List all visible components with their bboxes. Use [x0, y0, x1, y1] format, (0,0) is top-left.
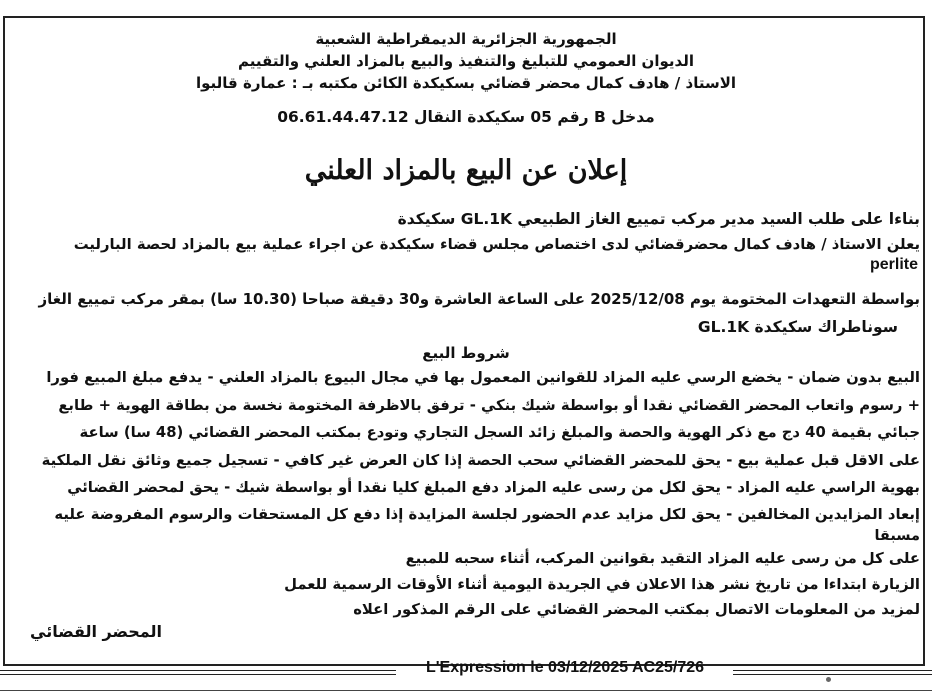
condition-line: الزيارة ابتداءا من تاريخ نشر هذا الاعلان في الجريدة اليومية أثناء الأوقات الرسمية للعمل: [284, 576, 920, 593]
condition-line: + رسوم واتعاب المحضر القضائي نقدا أو بواسطة شيك بنكي - ترفق بالاظرفة المختومة نخسة من بطاقة الهوية + طابع: [58, 397, 920, 414]
publication-footer: [0, 659, 932, 683]
header-republic: الجمهورية الجزائرية الديمقراطية الشعبية: [315, 30, 617, 48]
footer-rule-left: [0, 670, 396, 675]
page-bottom-rule: [0, 690, 932, 691]
intro-location: GL.1K سوناطراك سكيكدة: [697, 318, 898, 336]
notice-title: إعلان عن البيع بالمزاد العلني: [304, 155, 628, 186]
intro-announcement: يعلن الاستاذ / هادف كمال محضرقضائي لدى اختصاص مجلس قضاء سكيكدة عن اجراء عملية بيع بالمزاد لحصة البارليت: [73, 236, 920, 253]
condition-line: مسبقا: [874, 528, 920, 544]
scan-speck: [826, 677, 831, 682]
signature-bailiff: المحضر القضائي: [30, 622, 163, 641]
header-bailiff: الاستاذ / هادف كمال محضر قضائي بسكيكدة الكائن مكتبه بـ : عمارة قالبوا: [195, 74, 737, 92]
header-address: مدخل B رقم 05 سكيكدة النقال 06.61.44.47.12: [277, 108, 655, 126]
publication-reference: L'Expression le 03/12/2025 AC25/726: [425, 659, 705, 676]
header-office: الديوان العمومي للتبليغ والتنفيذ والبيع بالمزاد العلني والتقييم: [238, 52, 694, 70]
condition-line: البيع بدون ضمان - يخضع الرسي عليه المزاد للقوانين المعمول بها في مجال البيوع بالمزاد العلني - يدفع مبلغ المبيع فورا: [46, 369, 920, 386]
condition-line: على كل من رسى عليه المزاد التقيد بقوانين المركب، أثناء سحبه للمبيع: [405, 550, 920, 567]
intro-request: بناءا على طلب السيد مدير مركب تمييع الغاز الطبيعي GL.1K سكيكدة: [397, 210, 920, 228]
conditions-heading: شروط البيع: [422, 344, 510, 362]
condition-line: إبعاد المزايدين المخالفين - يحق لكل مزايد عدم الحضور لجلسة المزايدة إذا دفع كل المستحقات والرسوم المفروضة عليه: [54, 506, 920, 523]
intro-date-time: بواسطة التعهدات المختومة يوم 2025/12/08 على الساعة العاشرة و30 دقيقة صباحا (10.30 سا) بمقر مركب تمييع الغاز: [38, 290, 920, 308]
condition-line: على الاقل قبل عملية بيع - يحق للمحضر القضائي سحب الحصة إذا كان العرض غير كافي - تسجيل جميع وثائق نقل الملكية: [41, 452, 920, 469]
footer-rule-right: [733, 670, 932, 675]
condition-line: جبائي بقيمة 40 دج مع ذكر الهوية والحصة والمبلغ زائد السجل التجاري وتودع بمكتب المحضر القضائي (48 سا) ساعة: [79, 424, 920, 441]
condition-line: بهوية الراسي عليه المزاد - يحق لكل من رسى عليه المزاد دفع المبلغ كليا نقدا أو بواسطة شيك - يحق لمحضر القضائي: [67, 479, 920, 496]
intro-perlite: perlite: [869, 256, 918, 273]
condition-line: لمزيد من المعلومات الاتصال بمكتب المحضر القضائي على الرقم المذكور اعلاه: [353, 601, 920, 618]
